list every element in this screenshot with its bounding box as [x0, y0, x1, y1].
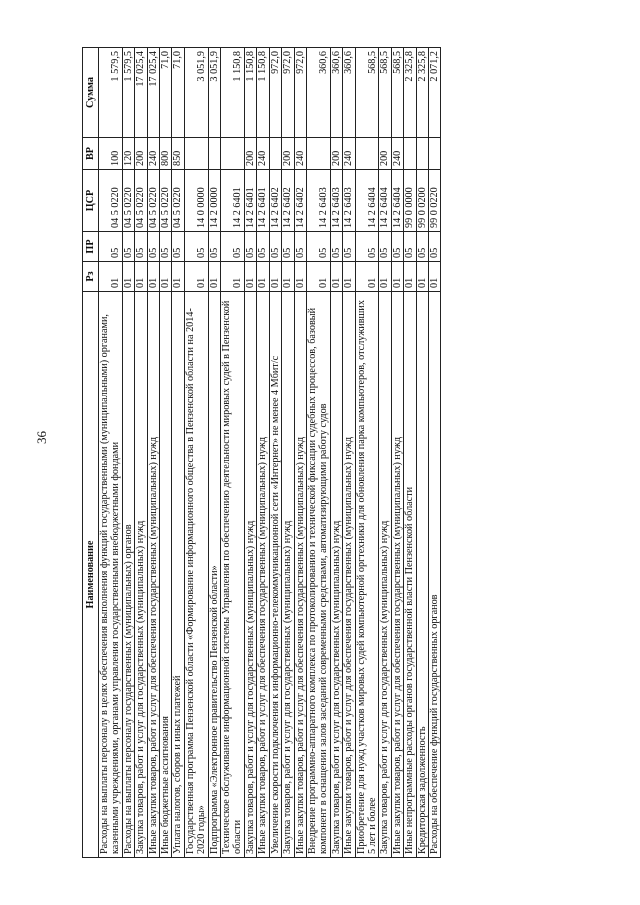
cell-vr	[221, 138, 245, 170]
cell-name: Закупка товаров, работ и услуг для государственных (муниципальных) нужд	[244, 292, 256, 858]
cell-csr: 14 2 6404	[391, 170, 403, 232]
cell-sum: 568,5	[379, 48, 391, 138]
header-vr: ВР	[83, 138, 99, 170]
cell-name: Расходы на обеспечение функций государственных органов	[428, 292, 440, 858]
cell-rz: 01	[330, 262, 342, 292]
cell-pr: 05	[172, 232, 184, 262]
cell-sum: 360,6	[306, 48, 330, 138]
cell-pr: 05	[404, 232, 416, 262]
cell-csr: 14 2 6404	[355, 170, 379, 232]
cell-vr: 200	[244, 138, 256, 170]
cell-pr: 05	[282, 232, 294, 262]
cell-vr: 240	[147, 138, 159, 170]
cell-rz: 01	[147, 262, 159, 292]
cell-sum: 2 325,8	[404, 48, 416, 138]
table-row	[416, 48, 428, 858]
cell-name: Закупка товаров, работ и услуг для государственных (муниципальных) нужд	[379, 292, 391, 858]
cell-pr: 05	[208, 232, 220, 262]
header-pr: ПР	[83, 232, 99, 262]
cell-name: Внедрение программно-аппаратного комплекса по протоколированию и технической фиксации судебных процессов, базовый компонент в оснащении залов заседаний современными средствами, автоматизирующими работу судов	[306, 292, 330, 858]
cell-csr: 04 5 0220	[160, 170, 172, 232]
cell-rz: 01	[184, 262, 208, 292]
table-row	[391, 48, 403, 858]
cell-csr: 14 2 0000	[208, 170, 220, 232]
cell-vr: 200	[135, 138, 147, 170]
cell-vr	[416, 138, 428, 170]
cell-name: Закупка товаров, работ и услуг для государственных (муниципальных) нужд	[330, 292, 342, 858]
table-row	[343, 48, 355, 858]
cell-csr: 14 2 6403	[330, 170, 342, 232]
cell-csr: 14 2 6401	[221, 170, 245, 232]
table-row	[355, 48, 379, 858]
cell-pr: 05	[428, 232, 440, 262]
header-name: Наименование	[83, 292, 99, 858]
cell-rz: 01	[391, 262, 403, 292]
cell-pr: 05	[221, 232, 245, 262]
cell-pr: 05	[244, 232, 256, 262]
cell-sum: 3 051,9	[184, 48, 208, 138]
cell-pr: 05	[257, 232, 269, 262]
cell-pr: 05	[135, 232, 147, 262]
cell-sum: 17 025,4	[135, 48, 147, 138]
cell-rz: 01	[122, 262, 134, 292]
table-row	[135, 48, 147, 858]
cell-sum: 2 071,2	[428, 48, 440, 138]
cell-sum: 3 051,9	[208, 48, 220, 138]
cell-vr: 240	[391, 138, 403, 170]
cell-csr: 04 5 0220	[135, 170, 147, 232]
page-number: 36	[34, 431, 49, 444]
table-row	[269, 48, 281, 858]
cell-sum: 972,0	[269, 48, 281, 138]
cell-rz: 01	[221, 262, 245, 292]
cell-name: Иные закупки товаров, работ и услуг для обеспечения государственных (муниципальных) нужд	[147, 292, 159, 858]
cell-csr: 04 5 0220	[122, 170, 134, 232]
cell-vr	[208, 138, 220, 170]
table-row	[99, 48, 123, 858]
cell-rz: 01	[244, 262, 256, 292]
cell-sum: 2 325,8	[416, 48, 428, 138]
header-rz: Рз	[83, 262, 99, 292]
cell-csr: 14 0 0000	[184, 170, 208, 232]
cell-pr: 05	[147, 232, 159, 262]
cell-vr: 200	[379, 138, 391, 170]
table-body	[99, 48, 441, 858]
cell-vr: 120	[122, 138, 134, 170]
table-row	[282, 48, 294, 858]
cell-rz: 01	[269, 262, 281, 292]
table-row	[221, 48, 245, 858]
cell-sum: 1 150,8	[221, 48, 245, 138]
table-row	[306, 48, 330, 858]
cell-sum: 1 579,5	[99, 48, 123, 138]
cell-csr: 14 2 6401	[257, 170, 269, 232]
cell-vr	[355, 138, 379, 170]
cell-name: Расходы на выплаты персоналу государственных (муниципальных) органов	[122, 292, 134, 858]
cell-rz: 01	[208, 262, 220, 292]
rotated-table-wrapper	[82, 48, 554, 858]
cell-name: Иные закупки товаров, работ и услуг для обеспечения государственных (муниципальных) нужд	[391, 292, 403, 858]
cell-name: Расходы на выплаты персоналу в целях обеспечения выполнения функций государственными (муниципальными) органами, казенными учреждениями, органами управления государственными внебюджетными фондами	[99, 292, 123, 858]
cell-csr: 04 5 0220	[172, 170, 184, 232]
table-row	[257, 48, 269, 858]
cell-sum: 360,6	[343, 48, 355, 138]
cell-vr: 240	[257, 138, 269, 170]
cell-name: Иные закупки товаров, работ и услуг для обеспечения государственных (муниципальных) нужд	[257, 292, 269, 858]
cell-csr: 14 2 6403	[343, 170, 355, 232]
cell-pr: 05	[122, 232, 134, 262]
cell-pr: 05	[269, 232, 281, 262]
cell-vr: 200	[282, 138, 294, 170]
header-sum: Сумма	[83, 48, 99, 138]
cell-sum: 71,0	[160, 48, 172, 138]
cell-csr: 14 2 6402	[269, 170, 281, 232]
table-header-row	[83, 48, 99, 858]
table-row	[160, 48, 172, 858]
cell-vr: 850	[172, 138, 184, 170]
cell-name: Увеличение скорости подключения к информационно-телекоммуникационной сети «Интернет» не менее 4 Мбит/с	[269, 292, 281, 858]
cell-vr	[184, 138, 208, 170]
cell-pr: 05	[99, 232, 123, 262]
cell-rz: 01	[404, 262, 416, 292]
cell-rz: 01	[416, 262, 428, 292]
cell-name: Государственная программа Пензенской области «Формирование информационного общества в Пензенской области на 2014-2020 годы»	[184, 292, 208, 858]
cell-csr: 99 0 0220	[428, 170, 440, 232]
table-row	[208, 48, 220, 858]
table-row	[379, 48, 391, 858]
table-row	[122, 48, 134, 858]
header-csr: ЦСР	[83, 170, 99, 232]
table-row	[428, 48, 440, 858]
cell-vr	[306, 138, 330, 170]
cell-pr: 05	[330, 232, 342, 262]
cell-sum: 1 579,5	[122, 48, 134, 138]
cell-csr: 14 2 6403	[306, 170, 330, 232]
cell-name: Иные непрограммные расходы органов государственной власти Пензенской области	[404, 292, 416, 858]
cell-rz: 01	[172, 262, 184, 292]
cell-name: Иные закупки товаров, работ и услуг для обеспечения государственных (муниципальных) нужд	[294, 292, 306, 858]
cell-sum: 17 025,4	[147, 48, 159, 138]
budget-table	[82, 47, 441, 858]
cell-rz: 01	[257, 262, 269, 292]
cell-vr: 240	[343, 138, 355, 170]
cell-vr	[428, 138, 440, 170]
cell-sum: 972,0	[294, 48, 306, 138]
cell-vr: 200	[330, 138, 342, 170]
cell-sum: 972,0	[282, 48, 294, 138]
cell-name: Кредиторская задолженность	[416, 292, 428, 858]
cell-name: Техническое обслуживание информационной системы Управления по обеспечению деятельности мировых судей в Пензенской области	[221, 292, 245, 858]
cell-pr: 05	[294, 232, 306, 262]
cell-pr: 05	[160, 232, 172, 262]
cell-vr: 100	[99, 138, 123, 170]
cell-csr: 14 2 6404	[379, 170, 391, 232]
cell-rz: 01	[343, 262, 355, 292]
cell-name: Уплата налогов, сборов и иных платежей	[172, 292, 184, 858]
cell-pr: 05	[379, 232, 391, 262]
cell-vr	[269, 138, 281, 170]
cell-sum: 1 150,8	[257, 48, 269, 138]
table-row	[330, 48, 342, 858]
cell-rz: 01	[306, 262, 330, 292]
cell-csr: 04 5 0220	[147, 170, 159, 232]
cell-rz: 01	[294, 262, 306, 292]
cell-csr: 99 0 0200	[416, 170, 428, 232]
cell-sum: 360,6	[330, 48, 342, 138]
cell-sum: 1 150,8	[244, 48, 256, 138]
cell-pr: 05	[355, 232, 379, 262]
cell-sum: 568,5	[355, 48, 379, 138]
cell-pr: 05	[184, 232, 208, 262]
cell-csr: 14 2 6402	[282, 170, 294, 232]
table-row	[244, 48, 256, 858]
cell-pr: 05	[416, 232, 428, 262]
cell-name: Закупка товаров, работ и услуг для государственных (муниципальных) нужд	[135, 292, 147, 858]
cell-rz: 01	[135, 262, 147, 292]
table-row	[404, 48, 416, 858]
cell-vr	[404, 138, 416, 170]
cell-csr: 14 2 6402	[294, 170, 306, 232]
cell-name: Иные бюджетные ассигнования	[160, 292, 172, 858]
cell-name: Подпрограмма «Электронное правительство Пензенской области»	[208, 292, 220, 858]
cell-pr: 05	[343, 232, 355, 262]
cell-rz: 01	[428, 262, 440, 292]
table-row	[147, 48, 159, 858]
cell-rz: 01	[355, 262, 379, 292]
cell-sum: 568,5	[391, 48, 403, 138]
cell-csr: 99 0 0000	[404, 170, 416, 232]
cell-rz: 01	[160, 262, 172, 292]
cell-rz: 01	[282, 262, 294, 292]
table-row	[184, 48, 208, 858]
cell-rz: 01	[99, 262, 123, 292]
cell-vr: 800	[160, 138, 172, 170]
cell-csr: 04 5 0220	[99, 170, 123, 232]
cell-vr: 240	[294, 138, 306, 170]
cell-pr: 05	[306, 232, 330, 262]
cell-name: Иные закупки товаров, работ и услуг для обеспечения государственных (муниципальных) нужд	[343, 292, 355, 858]
table-row	[294, 48, 306, 858]
table-row	[172, 48, 184, 858]
cell-sum: 71,0	[172, 48, 184, 138]
cell-name: Закупка товаров, работ и услуг для государственных (муниципальных) нужд	[282, 292, 294, 858]
cell-csr: 14 2 6401	[244, 170, 256, 232]
cell-rz: 01	[379, 262, 391, 292]
cell-name: Приобретение для нужд участков мировых судей компьютерной оргтехники для обновления парка компьютеров, отслуживших 5 лет и более	[355, 292, 379, 858]
cell-pr: 05	[391, 232, 403, 262]
